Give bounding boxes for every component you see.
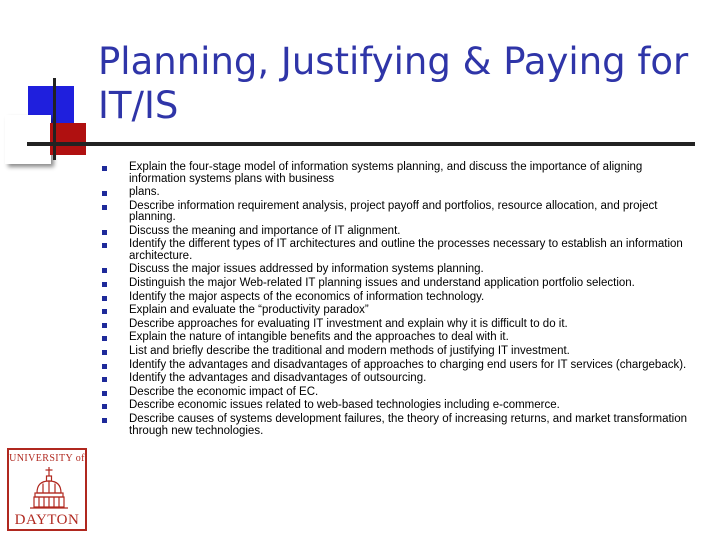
bullet-square-icon bbox=[102, 309, 107, 314]
bullet-item bbox=[100, 319, 690, 331]
bullet-item bbox=[100, 387, 690, 399]
bullet-item bbox=[100, 278, 690, 290]
bullet-square-icon bbox=[102, 243, 107, 248]
bullet-item bbox=[100, 226, 690, 238]
bullet-square-icon bbox=[102, 282, 107, 287]
bullet-text: Discuss the meaning and importance of IT alignment. bbox=[129, 224, 401, 237]
bullet-square-icon bbox=[102, 205, 107, 210]
bullet-text: Identify the different types of IT architectures and outline the processes necessary to establish an information architecture. bbox=[129, 238, 683, 262]
bullet-text: Discuss the major issues addressed by information systems planning. bbox=[129, 263, 484, 276]
bullet-text: Identify the advantages and disadvantages of outsourcing. bbox=[129, 372, 427, 385]
logo-top-text: UNIVERSITY of bbox=[9, 453, 85, 464]
bullet-text: Distinguish the major Web-related IT planning issues and understand application portfolio selection. bbox=[129, 277, 635, 290]
bullet-square-icon bbox=[102, 391, 107, 396]
logo-bottom-text: DAYTON bbox=[14, 512, 80, 528]
bullet-item bbox=[100, 292, 690, 304]
decor-vertical-line bbox=[53, 78, 56, 160]
decor-white-square bbox=[5, 115, 51, 164]
bullet-square-icon bbox=[102, 418, 107, 423]
bullet-item bbox=[100, 187, 690, 199]
university-of-dayton-logo bbox=[7, 448, 87, 531]
bullet-item bbox=[100, 360, 690, 372]
slide-title: Planning, Justifying & Paying for IT/IS bbox=[98, 40, 689, 127]
bullet-square-icon bbox=[102, 268, 107, 273]
bullet-text: Describe the economic impact of EC. bbox=[129, 385, 319, 398]
bullet-square-icon bbox=[102, 323, 107, 328]
bullet-item bbox=[100, 162, 690, 185]
title-divider-line bbox=[27, 142, 695, 146]
bullet-text: Explain the four-stage model of information systems planning, and discuss the importance of aligning information systems plans with business bbox=[129, 161, 643, 185]
bullet-text: Describe causes of systems development failures, the theory of increasing returns, and market transformation through new technologies. bbox=[129, 413, 688, 437]
bullet-text: Describe economic issues related to web-based technologies including e-commerce. bbox=[129, 399, 560, 412]
bullet-text: List and briefly describe the traditional and modern methods of justifying IT investment. bbox=[129, 345, 570, 358]
bullet-item bbox=[100, 201, 690, 224]
bullet-square-icon bbox=[102, 336, 107, 341]
bullet-square-icon bbox=[102, 230, 107, 235]
bullet-text: Identify the advantages and disadvantages of approaches to charging end users for IT services (chargeback). bbox=[129, 358, 687, 371]
bullet-square-icon bbox=[102, 364, 107, 369]
bullet-list bbox=[100, 162, 690, 439]
bullet-item bbox=[100, 305, 690, 317]
bullet-item bbox=[100, 400, 690, 412]
bullet-square-icon bbox=[102, 404, 107, 409]
bullet-text: plans. bbox=[129, 186, 160, 199]
bullet-item bbox=[100, 332, 690, 344]
bullet-text: Explain and evaluate the “productivity paradox” bbox=[129, 304, 369, 317]
bullet-text: Explain the nature of intangible benefits and the approaches to deal with it. bbox=[129, 331, 509, 344]
bullet-item bbox=[100, 264, 690, 276]
bullet-square-icon bbox=[102, 166, 107, 171]
bullet-square-icon bbox=[102, 377, 107, 382]
bullet-square-icon bbox=[102, 296, 107, 301]
bullet-item bbox=[100, 239, 690, 262]
bullet-item bbox=[100, 373, 690, 385]
bullet-square-icon bbox=[102, 350, 107, 355]
chapel-dome-icon bbox=[27, 465, 71, 511]
bullet-item bbox=[100, 346, 690, 358]
bullet-text: Describe approaches for evaluating IT investment and explain why it is difficult to do it. bbox=[129, 317, 568, 330]
bullet-text: Identify the major aspects of the economics of information technology. bbox=[129, 290, 485, 303]
bullet-square-icon bbox=[102, 191, 107, 196]
bullet-item bbox=[100, 414, 690, 437]
bullet-text: Describe information requirement analysis, project payoff and portfolios, resource allocation, and project planning. bbox=[129, 199, 658, 224]
